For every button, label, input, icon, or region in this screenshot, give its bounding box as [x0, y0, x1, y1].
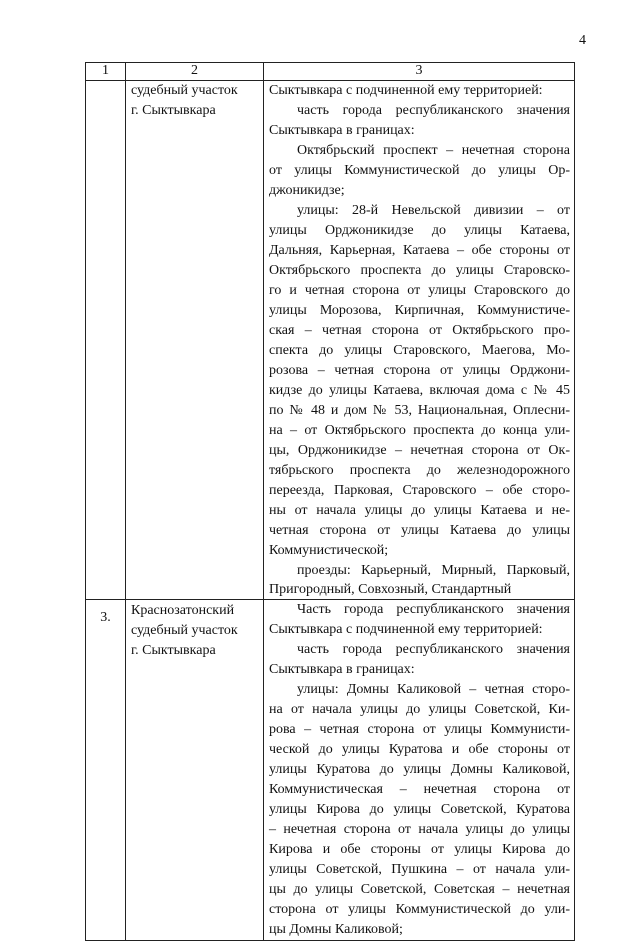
description-line: ская – четная сторона от Октябрьского про- [269, 323, 570, 338]
description-line: улицы Орджоникидзе до улицы Катаева, [269, 223, 570, 238]
description-line: Сыктывкара в границах: [269, 123, 415, 138]
description-line: улицы Куратова до улицы Домны Каликовой, [269, 762, 570, 777]
court-name-line: судебный участок [131, 83, 238, 98]
description-line: улицы: Домны Каликовой – четная сторо- [269, 682, 570, 697]
row-number-cell: 3. [86, 600, 126, 941]
description-line: сторона от улицы Коммунистической до ули- [269, 902, 570, 917]
description-line: Пригородный, Совхозный, Стандартный [269, 582, 512, 597]
description-line: ны от начала улицы до улицы Катаева и не- [269, 503, 570, 518]
description-line: рова – четная сторона от улицы Коммунисти- [269, 722, 570, 737]
description-line: Сыктывкара с подчиненной ему территорией: [269, 83, 543, 98]
page-number: 4 [579, 33, 586, 48]
table-row-krasnozatonsky [86, 600, 575, 941]
table-header-row [86, 63, 575, 81]
description-line: кидзе до улицы Катаева, включая дома с № 45 [269, 383, 570, 398]
description-line: джоникидзе; [269, 183, 345, 198]
description-line: Коммунистическая – нечетная сторона от [269, 782, 570, 797]
row-number-cell [86, 81, 126, 600]
description-line: Сыктывкара в границах: [269, 662, 415, 677]
court-name-cell [126, 81, 264, 600]
description-line: – нечетная сторона от начала улицы до улицы [269, 822, 570, 837]
court-name-line: судебный участок [131, 623, 238, 638]
table-row-court-continued [86, 81, 575, 600]
description-line: по № 48 и дом № 53, Национальная, Оплесни- [269, 403, 570, 418]
description-line: ческой до улицы Куратова и обе стороны от [269, 742, 570, 757]
description-line: улицы Морозова, Кирпичная, Коммунистиче- [269, 303, 570, 318]
territory-description-cell [264, 600, 575, 941]
header-cell-1: 1 [86, 63, 126, 81]
territory-description-cell [264, 81, 575, 600]
header-cell-2: 2 [126, 63, 264, 81]
description-line: Дальняя, Карьерная, Катаева – обе стороны от [269, 243, 570, 258]
description-line: Коммунистической; [269, 543, 389, 558]
description-line: улицы Кирова до улицы Советской, Куратова [269, 802, 570, 817]
description-line: цы, Орджоникидзе – нечетная сторона от Ок- [269, 443, 570, 458]
districts-table [85, 62, 575, 941]
description-line: переезда, Парковая, Старовского – обе сторо- [269, 483, 570, 498]
description-line: спекта до улицы Старовского, Маегова, Мо- [269, 343, 570, 358]
court-name-line: г. Сыктывкара [131, 103, 216, 118]
description-line: цы Домны Каликовой; [269, 922, 403, 937]
description-line: тябрьского проспекта до железнодорожного [269, 463, 570, 478]
header-cell-3: 3 [264, 63, 575, 81]
description-line: Кирова и обе стороны от улицы Кирова до [269, 842, 570, 857]
court-name-line: г. Сыктывкара [131, 643, 216, 658]
description-line: го и четная сторона от улицы Старовского до [269, 283, 570, 298]
description-line: цы до улицы Советской, Советская – нечетная [269, 882, 570, 897]
description-line: часть города республиканского значения [269, 103, 570, 118]
description-line: проезды: Карьерный, Мирный, Парковый, [269, 563, 570, 578]
description-line: розова – четная сторона от улицы Орджони- [269, 363, 570, 378]
description-line: улицы Советской, Пушкина – от начала ули- [269, 862, 570, 877]
description-line: Октябрьского проспекта до улицы Старовско- [269, 263, 570, 278]
court-name-cell [126, 600, 264, 941]
court-name-line: Краснозатонский [131, 603, 235, 618]
description-line: Часть города республиканского значения [269, 602, 570, 617]
description-line: на от начала улицы до улицы Советской, Ки- [269, 702, 570, 717]
description-line: на – от Октябрьского проспекта до конца ули- [269, 423, 570, 438]
description-line: часть города республиканского значения [269, 642, 570, 657]
description-line: улицы: 28-й Невельской дивизии – от [269, 203, 570, 218]
description-line: от улицы Коммунистической до улицы Ор- [269, 163, 570, 178]
description-line: Сыктывкара с подчиненной ему территорией: [269, 622, 543, 637]
description-line: Октябрьский проспект – нечетная сторона [269, 143, 570, 158]
description-line: четная сторона от улицы Катаева до улицы [269, 523, 570, 538]
